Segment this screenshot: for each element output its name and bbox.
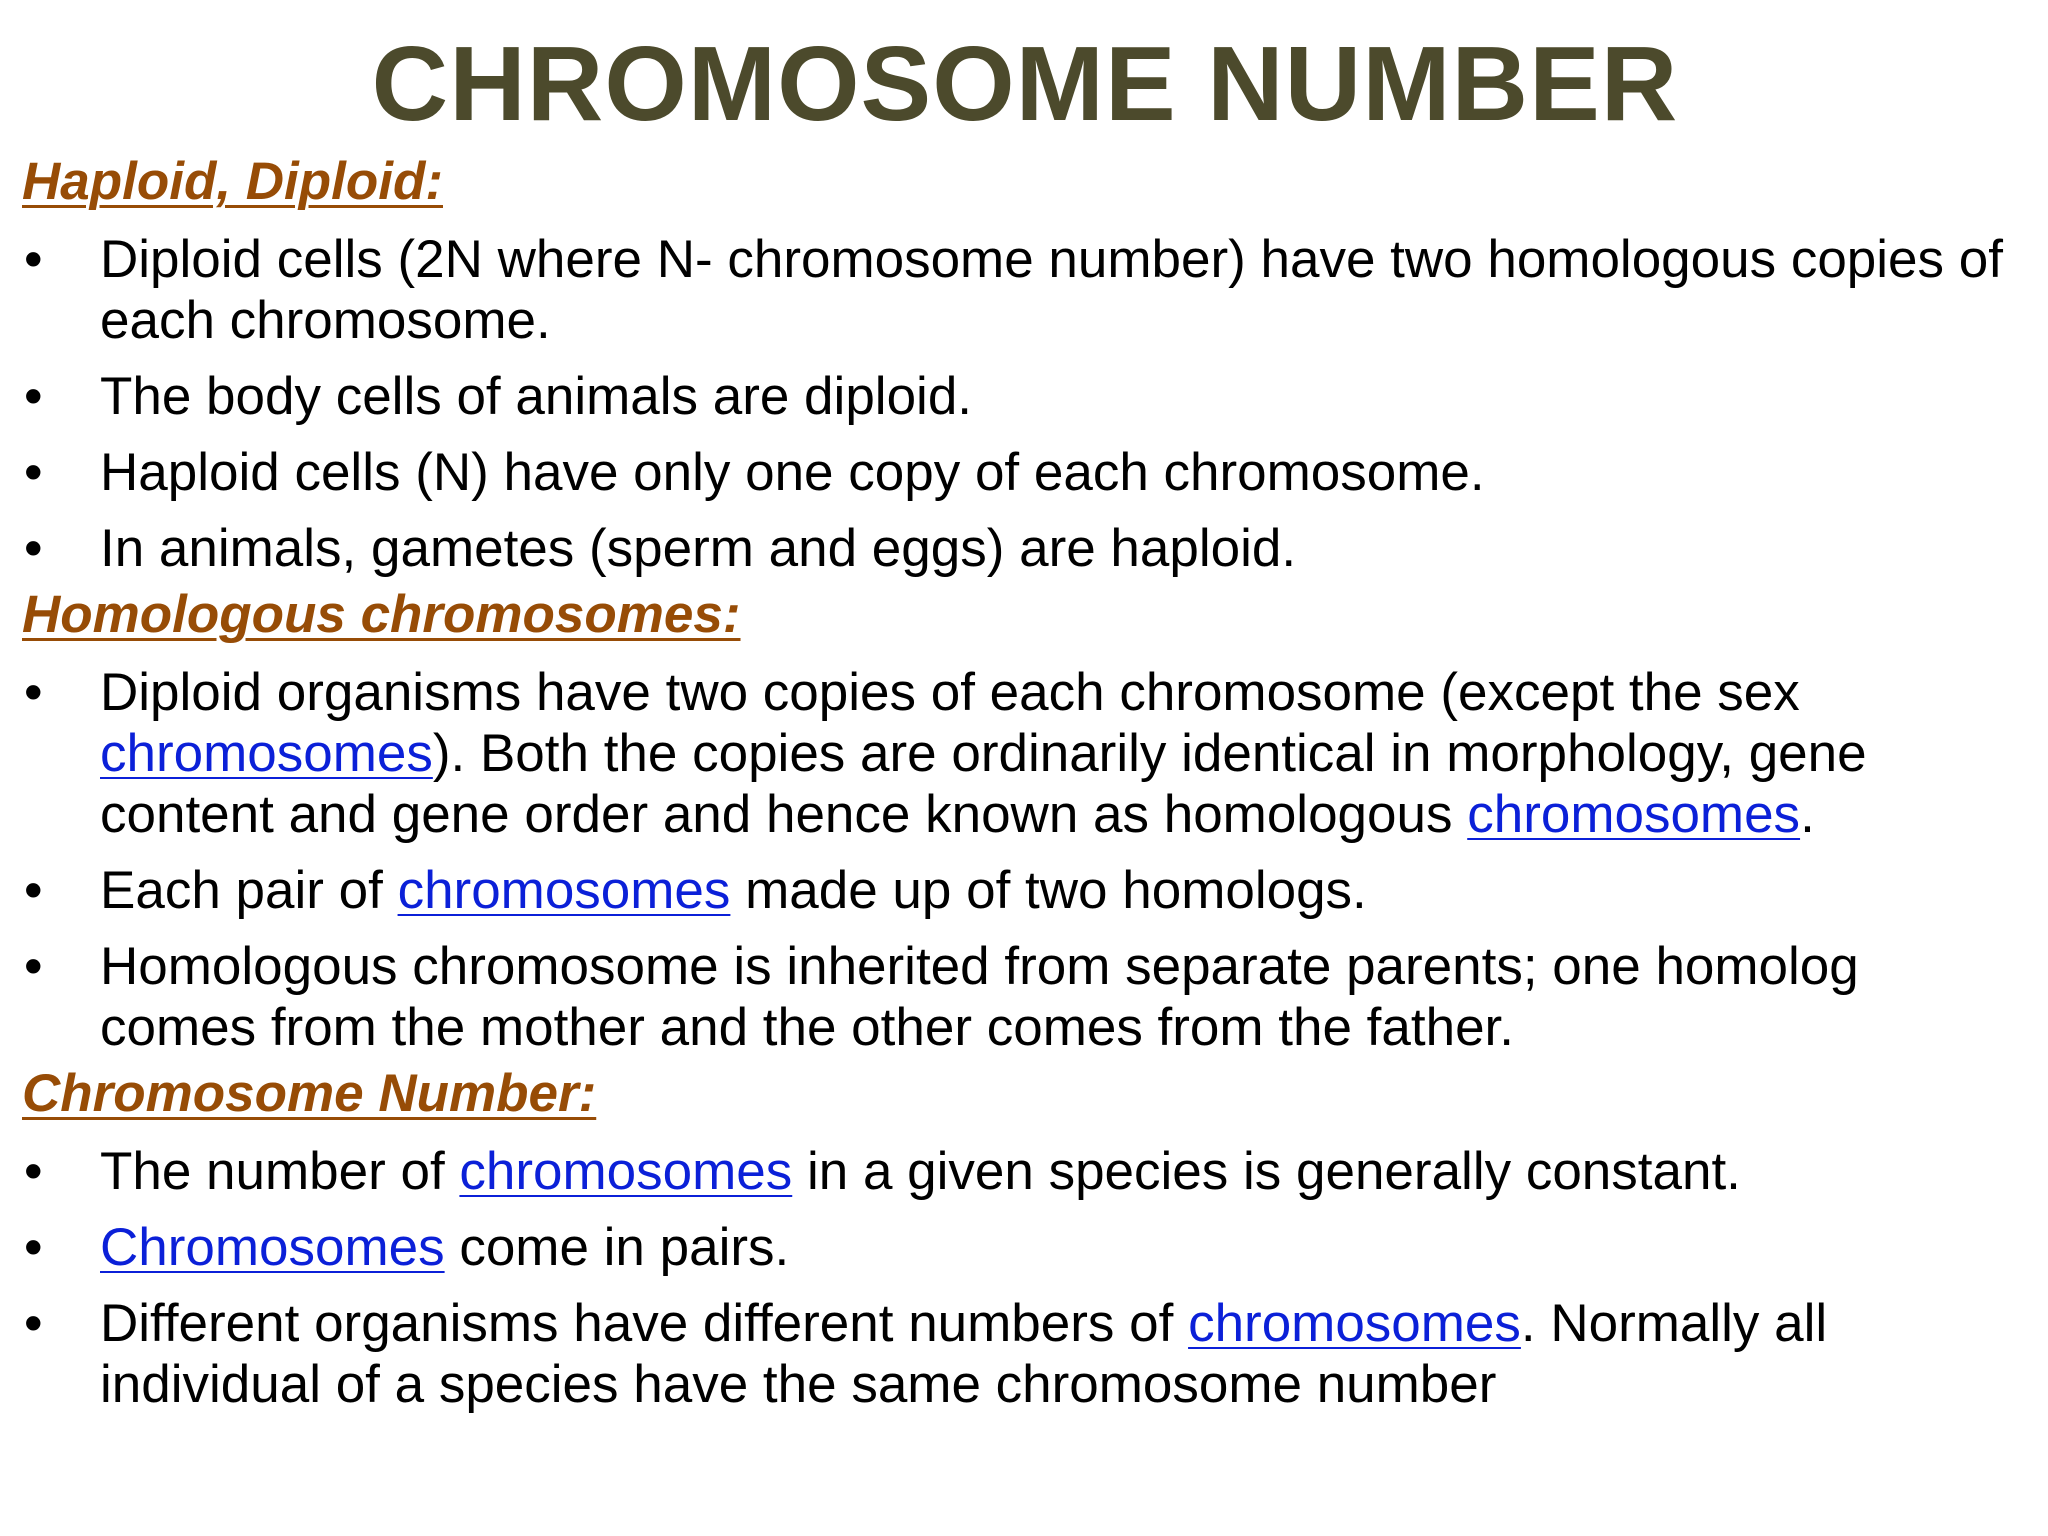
- list-item-text: in a given species is generally constant.: [792, 1142, 1741, 1201]
- chromosomes-link[interactable]: chromosomes: [1188, 1294, 1521, 1353]
- list-item: • Homologous chromosome is inherited from separate parents; one homolog comes from the mother and the other comes from the father.: [22, 936, 2028, 1058]
- list-item-text: . Normally all individual of a species have the same chromosome number: [100, 1294, 1828, 1414]
- page-title: CHROMOSOME NUMBER: [371, 25, 1679, 143]
- section-heading-homologous-chromosomes: Homologous chromosomes:: [22, 585, 741, 644]
- chromosomes-link[interactable]: chromosomes: [100, 724, 433, 783]
- list-item: [22, 1141, 2028, 1202]
- list-item: • In animals, gametes (sperm and eggs) are haploid.: [22, 518, 2028, 579]
- list-item: • Haploid cells (N) have only one copy of each chromosome.: [22, 442, 2028, 503]
- chromosomes-link[interactable]: chromosomes: [459, 1142, 793, 1201]
- list-item-text: ). Both the copies are ordinarily identical in morphology, gene content and gene order and hence known as homologous: [100, 724, 1867, 844]
- section-heading-haploid-diploid: Haploid, Diploid:: [22, 152, 443, 211]
- chromosomes-link[interactable]: chromosomes: [397, 861, 731, 920]
- list-item-text: Each pair of: [100, 861, 398, 920]
- list-item-text: made up of two homologs.: [730, 861, 1367, 920]
- bullet-list: [22, 1141, 2028, 1415]
- list-item-text: Different organisms have different numbers of: [100, 1294, 1189, 1353]
- list-item: [22, 860, 2028, 921]
- list-item: • Diploid cells (2N where N- chromosome number) have two homologous copies of each chromosome.: [22, 229, 2028, 351]
- list-item: [22, 662, 2028, 845]
- list-item-text: .: [1800, 785, 1815, 844]
- list-item: [22, 1293, 2028, 1415]
- list-item-text: Diploid organisms have two copies of each chromosome (except the sex: [100, 663, 1800, 722]
- list-item: [22, 1217, 2028, 1278]
- bullet-list: [22, 229, 2028, 579]
- section-heading-chromosome-number: Chromosome Number:: [22, 1064, 597, 1123]
- bullet-list: [22, 662, 2028, 1058]
- list-item-text: The number of: [100, 1142, 460, 1201]
- list-item-text: come in pairs.: [444, 1218, 790, 1277]
- chromosomes-link[interactable]: Chromosomes: [100, 1218, 445, 1277]
- list-item: • The body cells of animals are diploid.: [22, 366, 2028, 427]
- chromosomes-link[interactable]: chromosomes: [1467, 785, 1801, 844]
